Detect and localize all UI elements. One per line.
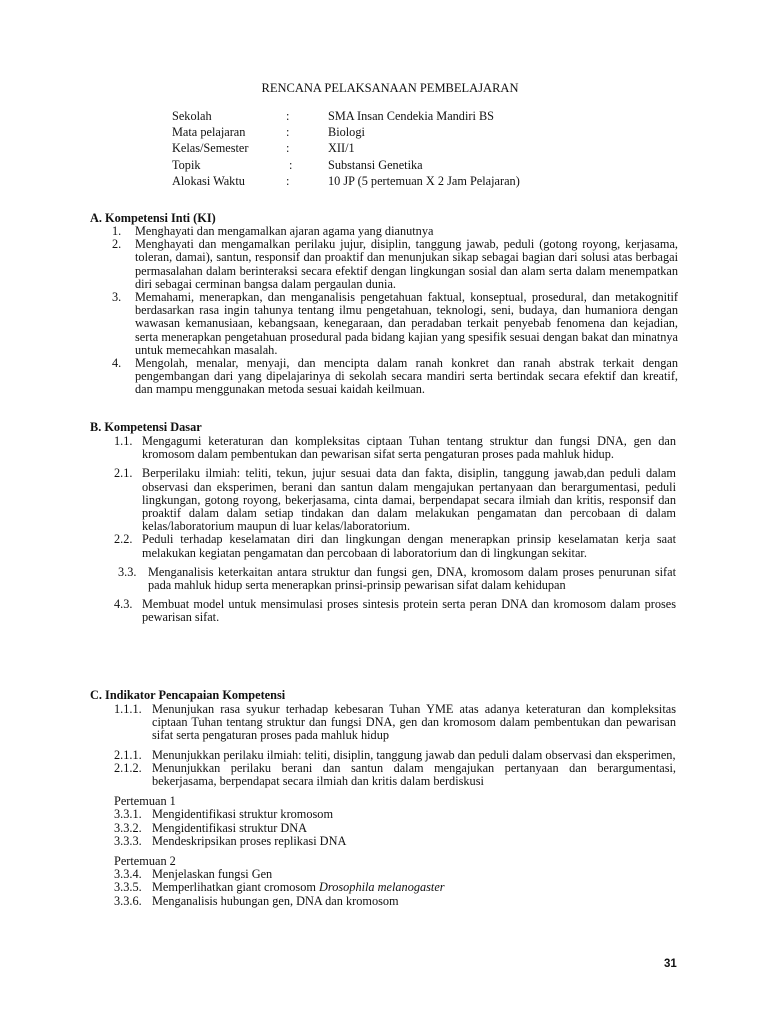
item-text-regular: Memperlihatkan giant cromosom — [152, 880, 319, 895]
item-text: Mengidentifikasi struktur kromosom — [152, 807, 334, 822]
item-number: 2.1.1. — [114, 747, 142, 762]
item-number: 3.3. — [118, 564, 137, 579]
item-number: 1.1. — [114, 434, 133, 448]
section-b-heading: B. Kompetensi Dasar — [90, 420, 202, 434]
item-text — [152, 881, 676, 894]
list-item — [114, 881, 676, 894]
section-a-list — [112, 225, 678, 397]
item-number: 3.3.4. — [114, 867, 142, 882]
item-text: Menunjukan rasa syukur terhadap kebesaran Tuhan YME atas adanya keteraturan dan kompleksitas ciptaan Tuhan tentang struktur dan fungsi DNA, gen dan kromosom dalam pembentukan dan pewarisan sifat serta pengaturan proses pada mahluk hidup — [152, 702, 676, 743]
item-text: Mendeskripsikan proses replikasi DNA — [152, 833, 347, 848]
info-label: Mata pelajaran — [172, 125, 246, 140]
section-c-list — [114, 703, 676, 908]
list-item — [114, 808, 676, 821]
list-item — [114, 749, 676, 762]
info-table — [172, 110, 612, 191]
info-label: Sekolah — [172, 109, 212, 123]
info-value: Substansi Genetika — [328, 157, 423, 172]
item-number: 3.3.6. — [114, 893, 142, 908]
section-b-list — [114, 435, 676, 625]
item-number: 4.3. — [114, 597, 133, 612]
list-item — [114, 762, 676, 788]
item-text: Menganalisis keterkaitan antara struktur dan fungsi gen, DNA, kromosom dalam proses penurunan sifat pada mahluk hidup serta menerapkan prinsi-prinsip pewarisan sifat dalam kehidupan — [148, 564, 676, 593]
item-number: 4. — [112, 356, 122, 371]
item-number: 2.2. — [114, 532, 133, 547]
info-value: Biologi — [328, 125, 365, 140]
list-item — [114, 822, 676, 835]
item-number: 2.1. — [114, 466, 133, 481]
item-number: 3. — [112, 290, 122, 305]
item-number: 1.1.1. — [114, 702, 142, 716]
info-value: 10 JP (5 pertemuan X 2 Jam Pelajaran) — [328, 173, 520, 188]
page-number: 31 — [664, 958, 677, 970]
section-a-heading: A. Kompetensi Inti (KI) — [90, 211, 216, 225]
list-item — [112, 291, 678, 357]
item-text: Menghayati dan mengamalkan perilaku jujur, disiplin, tanggung jawab, peduli (gotong royong, kerjasama, toleran, damai), santun, responsif dan proaktif dan menunjukan sikap sebagai bagian dari solusi atas berbagai permasalahan dalam berinteraksi secara efektif dengan lingkungan sosial dan alam serta dalam menempatkan diri sebagai cerminan bangsa dalam pergaulan dunia. — [135, 237, 678, 291]
list-item — [114, 895, 676, 908]
info-value: SMA Insan Cendekia Mandiri BS — [328, 109, 495, 123]
item-text: Menunjukkan perilaku ilmiah: teliti, disiplin, tanggung jawab dan peduli dalam observasi dan eksperimen, — [152, 747, 676, 762]
item-number: 1. — [112, 224, 122, 238]
list-item — [114, 467, 676, 533]
item-text: Menjelaskan fungsi Gen — [152, 867, 273, 882]
info-value: XII/1 — [328, 141, 355, 156]
item-number: 3.3.3. — [114, 833, 142, 848]
info-colon: : — [289, 157, 293, 172]
info-label: Topik — [172, 157, 201, 172]
item-text: Berperilaku ilmiah: teliti, tekun, jujur sesuai data dan fakta, disiplin, tanggung jawab,dan peduli dalam observasi dan eksperimen, berani dan santun dalam mengajukan pertanyaan dan berargumentasi, peduli lingkungan, gotong royong, bekerjasama, cinta damai, berpendapat secara ilmiah dan kritis, responsif dan proaktif dalam dalam setiap tindakan dan dalam melakukan pengamatan dan percobaan di dalam kelas/laboratorium maupun di luar kelas/laboratorium. — [142, 466, 676, 534]
info-colon: : — [286, 125, 290, 140]
item-number: 2.1.2. — [114, 760, 142, 775]
list-item — [114, 533, 676, 559]
meeting-2-label: Pertemuan 2 — [114, 854, 176, 869]
info-row-school — [172, 110, 612, 126]
list-item — [114, 435, 676, 461]
item-number: 3.3.1. — [114, 807, 142, 822]
info-colon: : — [286, 141, 290, 156]
list-item — [114, 598, 676, 624]
list-item — [112, 238, 678, 291]
meeting-1-label: Pertemuan 1 — [114, 794, 176, 809]
item-text: Menghayati dan mengamalkan ajaran agama yang dianutnya — [135, 224, 434, 238]
item-number: 3.3.5. — [114, 880, 142, 895]
info-row-time — [172, 175, 612, 191]
item-text: Menunjukkan perilaku berani dan santun dalam mengajukan pertanyaan dan berargumentasi, bekerjasama, berpendapat secara ilmiah dan kritis dalam berdiskusi — [152, 760, 676, 789]
item-text: Mengidentifikasi struktur DNA — [152, 820, 308, 835]
item-text: Memahami, menerapkan, dan menganalisis pengetahuan faktual, konseptual, prosedural, dan metakognitif berdasarkan rasa ingin tahunya tentang ilmu pengetahuan, teknologi, seni, budaya, dan humaniora dengan wawasan kemanusiaan, kebangsaan, kenegaraan, dan peradaban terkait penyebab fenomena dan kejadian, serta menerapkan pengetahuan prosedural pada bidang kajian yang spesifik sesuai dengan bakat dan minatnya untuk memecahkan masalah. — [135, 290, 678, 357]
item-text: Mengagumi keteraturan dan kompleksitas ciptaan Tuhan tentang struktur dan fungsi DNA, gen dan kromosom dalam pembentukan dan pewarisan sifat serta pengaturan proses pada mahluk hidup. — [142, 434, 676, 462]
item-number: 2. — [112, 237, 122, 252]
info-row-subject — [172, 126, 612, 142]
info-label: Alokasi Waktu — [172, 173, 245, 188]
info-row-class — [172, 142, 612, 158]
info-row-topic — [172, 159, 612, 175]
item-text: Membuat model untuk mensimulasi proses sintesis protein serta peran DNA dan kromosom dalam proses pewarisan sifat. — [142, 597, 676, 625]
list-item — [114, 703, 676, 743]
document-title: RENCANA PELAKSANAAN PEMBELAJARAN — [261, 81, 519, 95]
item-text: Menganalisis hubungan gen, DNA dan kromosom — [152, 893, 399, 908]
info-colon: : — [286, 173, 290, 188]
species-name: Drosophila melanogaster — [319, 880, 445, 895]
item-number: 3.3.2. — [114, 820, 142, 835]
list-item — [112, 357, 678, 397]
list-item — [114, 566, 676, 592]
list-item — [114, 835, 676, 848]
item-text: Mengolah, menalar, menyaji, dan mencipta dalam ranah konkret dan ranah abstrak terkait dengan pengembangan dari yang dipelajarinya di sekolah secara mandiri serta bertindak secara efektif dan kreatif, dan mampu menggunakan metoda sesuai kaidah keilmuan. — [135, 356, 678, 397]
section-c-heading: C. Indikator Pencapaian Kompetensi — [90, 688, 286, 702]
info-colon: : — [286, 109, 290, 123]
info-label: Kelas/Semester — [172, 141, 249, 156]
item-text: Peduli terhadap keselamatan diri dan lingkungan dengan menerapkan prinsip keselamatan kerja saat melakukan kegiatan pengamatan dan percobaan di laboratorium dan di lingkungan sekitar. — [142, 532, 676, 560]
